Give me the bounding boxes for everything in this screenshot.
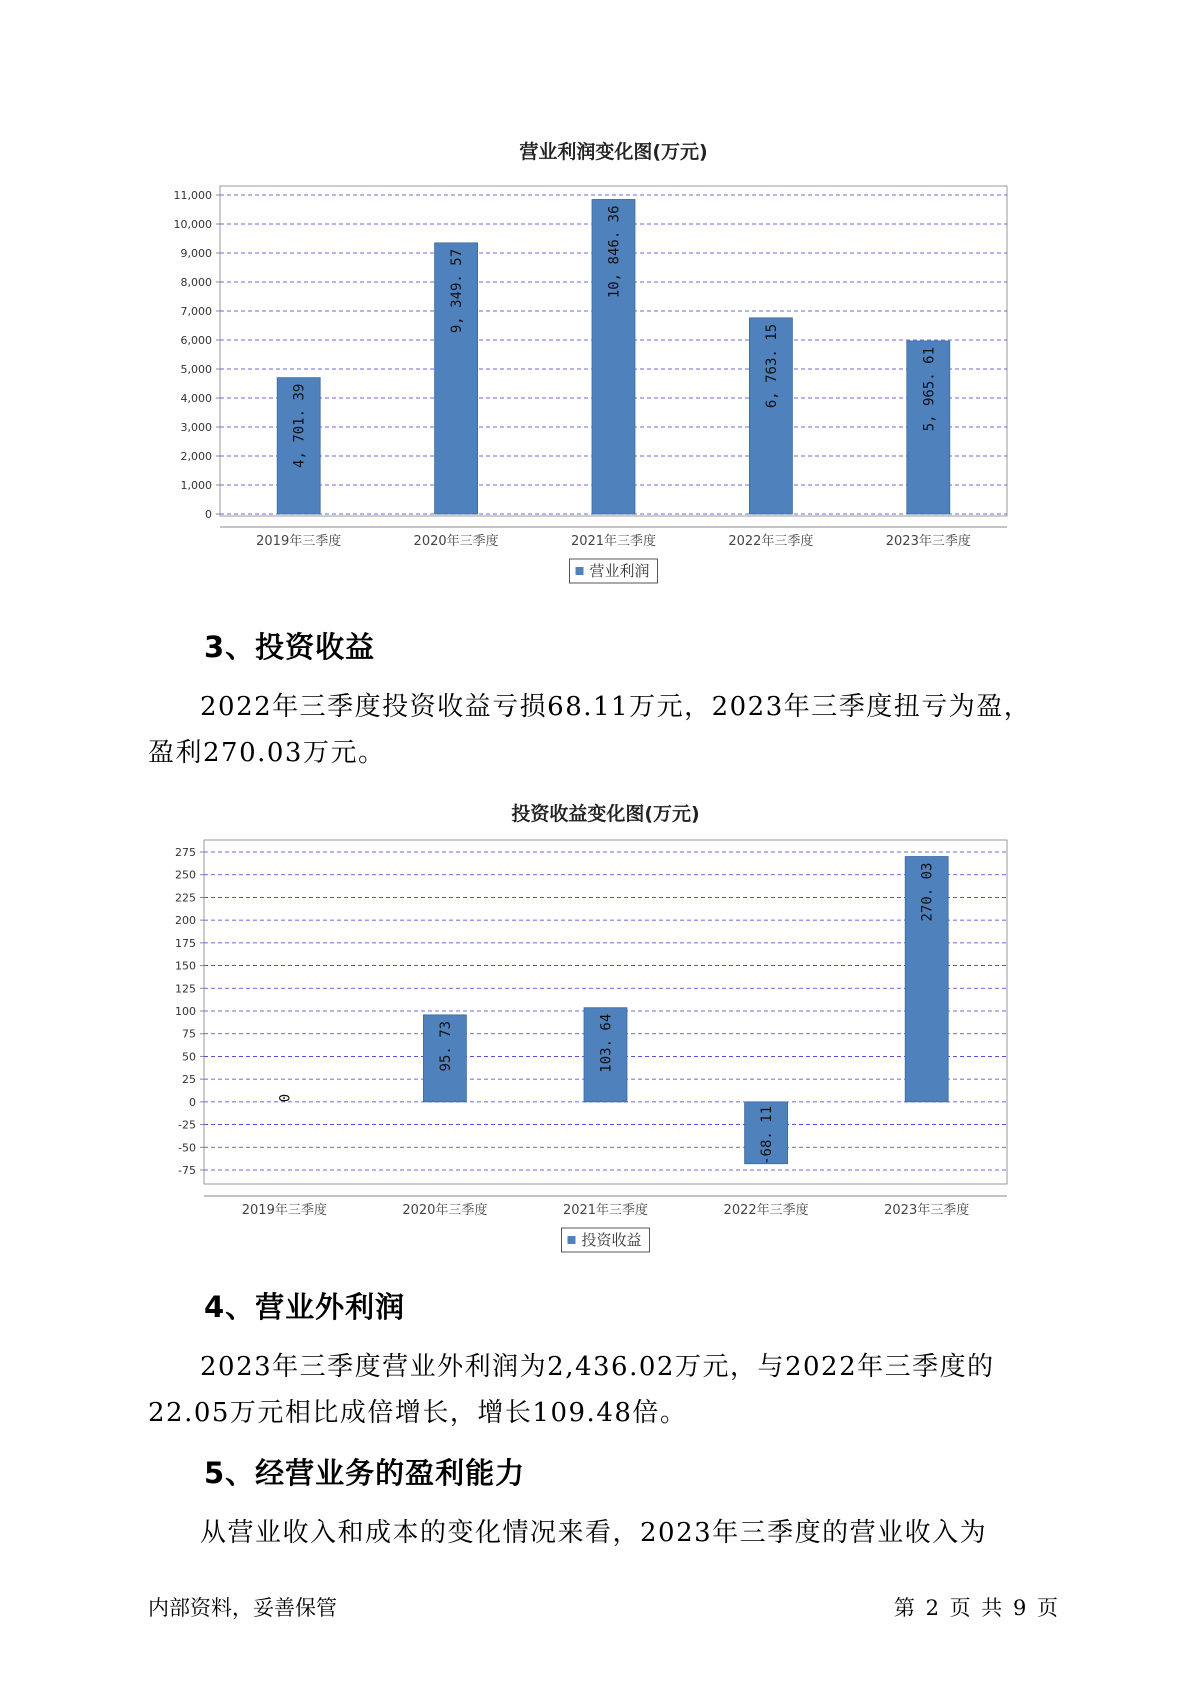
x-tick-label: 2019年三季度: [256, 534, 342, 549]
y-tick-label: 225: [175, 891, 196, 905]
y-tick-label: 0: [189, 1095, 196, 1109]
data-label: 270. 03: [919, 862, 936, 922]
legend-label: 营业利润: [589, 562, 650, 580]
y-tick-label: 5,000: [180, 363, 212, 376]
investment-income-chart: [0, 792, 1191, 1262]
section-4-paragraph: 2023年三季度营业外利润为2,436.02万元，与2022年三季度的22.05万元相比成倍增长，增长109.48倍。: [148, 1352, 995, 1428]
y-tick-label: -50: [178, 1141, 196, 1155]
section-3-paragraph: 2022年三季度投资收益亏损68.11万元，2023年三季度扭亏为盈，盈利270.03万元。: [148, 692, 1032, 768]
y-tick-label: 125: [175, 982, 196, 996]
y-tick-label: 275: [175, 846, 196, 859]
x-tick-label: 2022年三季度: [723, 1203, 809, 1218]
data-label: 10, 846. 36: [606, 205, 623, 299]
section-5-paragraph: 从营业收入和成本的变化情况来看，2023年三季度的营业收入为: [200, 1518, 988, 1548]
y-tick-label: 50: [182, 1050, 196, 1064]
legend-label: 投资收益: [581, 1231, 642, 1249]
x-tick-label: 2020年三季度: [402, 1203, 488, 1218]
y-tick-label: -25: [178, 1118, 196, 1132]
y-tick-label: 200: [175, 914, 196, 928]
section-4-heading: 4、营业外利润: [204, 1290, 406, 1324]
y-tick-label: 75: [182, 1027, 196, 1041]
y-tick-label: 25: [182, 1073, 196, 1087]
data-label: 103. 64: [598, 1013, 615, 1073]
y-tick-label: 150: [175, 959, 196, 973]
x-tick-label: 2021年三季度: [570, 534, 657, 549]
operating-profit-chart: [0, 130, 1191, 600]
footer-confidential-note: 内部资料，妥善保管: [148, 1596, 337, 1620]
x-tick-label: 2019年三季度: [241, 1203, 327, 1218]
y-tick-label: 9,000: [180, 247, 212, 260]
x-tick-label: 2021年三季度: [562, 1203, 649, 1218]
y-tick-label: 2,000: [180, 450, 212, 463]
legend-swatch: [576, 567, 584, 575]
y-tick-label: 1,000: [180, 479, 212, 492]
y-tick-label: 175: [175, 936, 196, 950]
data-label: 5, 965. 61: [921, 346, 938, 432]
data-label: 95. 73: [437, 1020, 454, 1072]
y-tick-label: 11,000: [173, 189, 212, 202]
y-tick-label: 250: [175, 868, 196, 882]
y-tick-label: 7,000: [180, 305, 212, 318]
data-label: -68. 11: [759, 1105, 776, 1165]
data-label: 6, 763. 15: [763, 323, 780, 409]
chart-title: 投资收益变化图(万元): [511, 803, 700, 825]
data-label: 0: [277, 1093, 294, 1103]
investment-income-chart-svg: [0, 792, 1191, 1262]
data-label: 4, 701. 39: [291, 383, 308, 468]
footer-page-number: 第 2 页 共 9 页: [893, 1596, 1058, 1620]
y-tick-label: 10,000: [173, 218, 212, 231]
y-tick-label: 0: [205, 508, 212, 521]
y-tick-label: 8,000: [180, 276, 212, 289]
y-tick-label: -75: [178, 1164, 196, 1177]
x-tick-label: 2022年三季度: [728, 534, 814, 549]
y-tick-label: 4,000: [180, 392, 212, 405]
operating-profit-chart-svg: [0, 130, 1191, 600]
data-label: 9, 349. 57: [449, 248, 466, 334]
y-tick-label: 3,000: [180, 421, 212, 434]
x-tick-label: 2023年三季度: [885, 534, 971, 549]
x-tick-label: 2023年三季度: [884, 1203, 970, 1218]
section-3-heading: 3、投资收益: [204, 630, 376, 664]
legend-swatch: [568, 1236, 576, 1244]
y-tick-label: 6,000: [180, 334, 212, 347]
x-tick-label: 2020年三季度: [413, 534, 499, 549]
section-5-heading: 5、经营业务的盈利能力: [204, 1456, 526, 1490]
y-tick-label: 100: [175, 1005, 196, 1018]
chart-title: 营业利润变化图(万元): [519, 141, 708, 163]
